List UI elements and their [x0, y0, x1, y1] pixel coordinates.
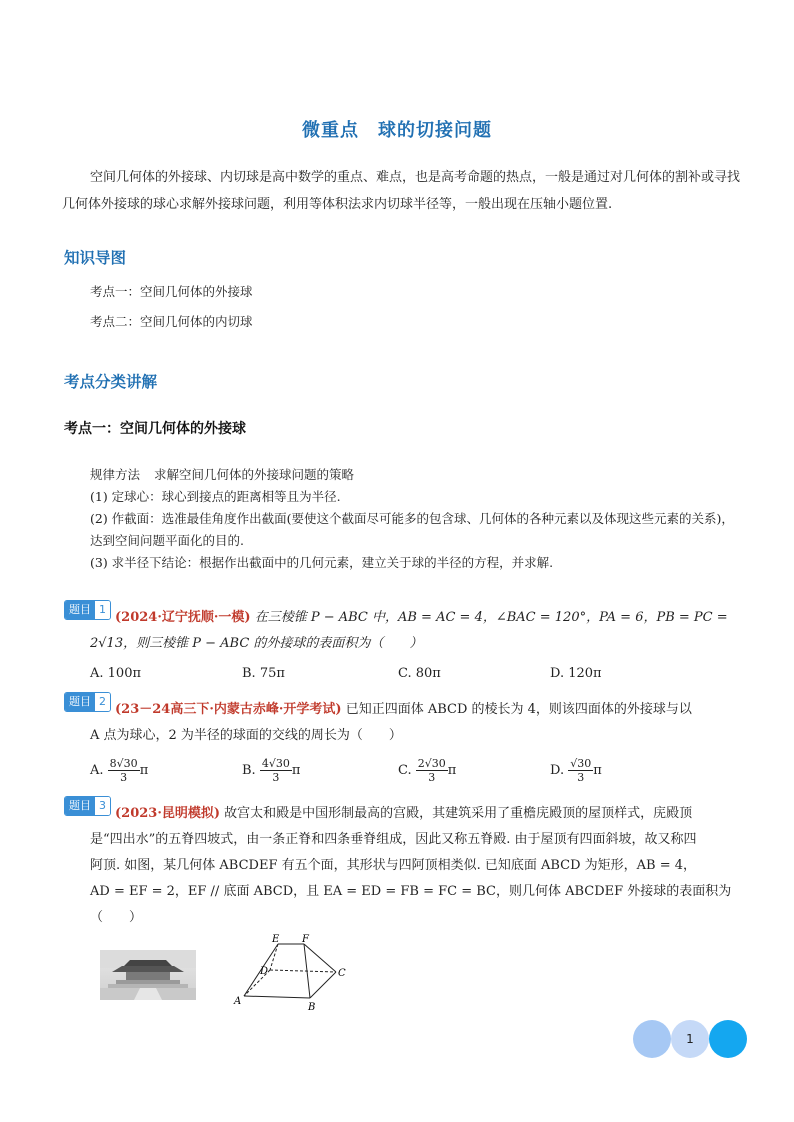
method-box [90, 464, 742, 574]
problem-3-line-1 [64, 796, 744, 827]
problem-3-line-2: 是“四出水”的五脊四坡式，由一条正脊和四条垂脊组成，因此又称五脊殿. 由于屋顶有四面斜坡，故又称四 [90, 832, 697, 847]
fraction-numerator: √30 [570, 757, 592, 770]
fraction-denominator: 3 [577, 771, 585, 784]
problem-3 [64, 796, 744, 931]
problem-1-line-1 [64, 600, 744, 631]
problem-source: (2023·昆明模拟) [115, 806, 221, 821]
problem-2-line-1 [64, 692, 744, 723]
knowledge-map-heading: 知识导图 [64, 249, 127, 267]
problem-tag [64, 600, 111, 620]
vertex-e-label: E [272, 934, 280, 945]
pager-dot-left [633, 1020, 671, 1058]
geometry-figure [230, 932, 360, 1016]
fraction-denominator: 3 [120, 771, 128, 784]
problem-tag [64, 692, 111, 712]
problem-tag-number: 2 [95, 693, 110, 711]
vertex-d-label: D [260, 966, 269, 977]
problem-source: (2024·辽宁抚顺·一模) [115, 610, 251, 625]
method-label: 规律方法 [90, 467, 141, 482]
option-d[interactable]: D. 120π [550, 666, 602, 681]
method-title: 求解空间几何体的外接球问题的策略 [154, 467, 355, 482]
option-c[interactable] [398, 757, 456, 784]
problem-3-line-5: （ ） [90, 910, 143, 925]
page-number: 1 [671, 1020, 709, 1058]
vertex-a-label: A [234, 996, 242, 1007]
problem-stem: 已知正四面体 ABCD 的棱长为 4，则该四面体的外接球与以 [345, 702, 692, 717]
problem-tag-number: 3 [95, 797, 110, 815]
fraction-numerator: 4√30 [261, 757, 290, 770]
palace-photo [100, 950, 196, 1000]
options-row [64, 661, 744, 687]
option-label: A. [90, 763, 104, 778]
option-a[interactable] [90, 757, 148, 784]
fraction-numerator: 8√30 [109, 757, 138, 770]
intro-paragraph: 空间几何体的外接球、内切球是高中数学的重点、难点，也是高考命题的热点，一般是通过对几何体的割补或寻找几何体外接球的球心求解外接球问题，利用等体积法求内切球半径等，一般出现在压轴小题位置. [62, 170, 741, 212]
option-a[interactable]: A. 100π [90, 666, 142, 681]
option-pi: π [593, 763, 602, 778]
page-title: 微重点 球的切接问题 [302, 120, 492, 141]
fraction-denominator: 3 [428, 771, 436, 784]
option-label: B. [242, 763, 256, 778]
fraction-denominator: 3 [272, 771, 280, 784]
problem-3-line-4: AD = EF = 2，EF // 底面 ABCD，且 EA = ED = FB = FC = BC，则几何体 ABCDEF 外接球的表面积为 [90, 884, 732, 899]
problem-source: (23－24高三下·内蒙古赤峰·开学考试) [115, 702, 342, 717]
option-pi: π [291, 763, 301, 778]
method-item-1: (1) 定球心：球心到接点的距离相等且为半径. [90, 489, 341, 504]
problem-tag-number: 1 [95, 601, 110, 619]
option-label: D. [550, 763, 565, 778]
fraction-numerator: 2√30 [417, 757, 446, 770]
problem-tag-label: 题目 [65, 693, 95, 711]
option-fraction [416, 757, 448, 784]
vertex-c-label: C [338, 968, 346, 979]
toc-item-1: 考点一：空间几何体的外接球 [90, 284, 253, 299]
problem-2-line-2: A 点为球心，2 为半径的球面的交线的周长为（ ） [90, 728, 402, 743]
method-item-3: (3) 求半径下结论：根据作出截面中的几何元素，建立关于球的半径的方程，并求解. [90, 555, 554, 570]
problem-1-line-2: 2√13，则三棱锥 P − ABC 的外接球的表面积为（ ） [90, 636, 423, 651]
method-title-line [90, 464, 742, 486]
palace-illustration [100, 950, 196, 1000]
problem-1 [64, 600, 744, 687]
option-b[interactable] [242, 757, 300, 784]
method-item-2: (2) 作截面：选准最佳角度作出截面(要使这个截面尽可能多的包含球、几何体的各种元素以及体现这些元素的关系)，达到空间问题平面化的目的. [90, 511, 734, 548]
option-label: C. [398, 763, 412, 778]
problem-tag [64, 796, 111, 816]
option-fraction [260, 757, 292, 784]
problem-stem: 故宫太和殿是中国形制最高的宫殿，其建筑采用了重檐庑殿顶的屋顶样式，庑殿顶 [224, 806, 693, 821]
option-b[interactable]: B. 75π [242, 666, 285, 681]
category-heading: 考点分类讲解 [64, 373, 158, 391]
problem-tag-label: 题目 [65, 601, 95, 619]
vertex-b-label: B [308, 1002, 316, 1012]
pager-dot-right [709, 1020, 747, 1058]
vertex-f-label: F [302, 934, 309, 945]
point1-heading: 考点一：空间几何体的外接球 [64, 421, 246, 437]
problem-2 [64, 692, 744, 791]
toc-item-2: 考点二：空间几何体的内切球 [90, 314, 253, 329]
option-fraction [108, 757, 140, 784]
option-c[interactable]: C. 80π [398, 666, 441, 681]
options-row [64, 757, 744, 791]
option-pi: π [447, 763, 457, 778]
problem-tag-label: 题目 [65, 797, 95, 815]
option-pi: π [139, 763, 149, 778]
option-fraction [568, 757, 593, 784]
option-d[interactable] [550, 757, 602, 784]
problem-3-line-3: 阿顶. 如图，某几何体 ABCDEF 有五个面，其形状与四阿顶相类似. 已知底面 ABCD 为矩形，AB = 4， [90, 858, 697, 873]
problem-stem: 在三棱锥 P − ABC 中，AB = AC = 4，∠BAC = 120°，PA = 6，PB = PC = [254, 610, 728, 625]
